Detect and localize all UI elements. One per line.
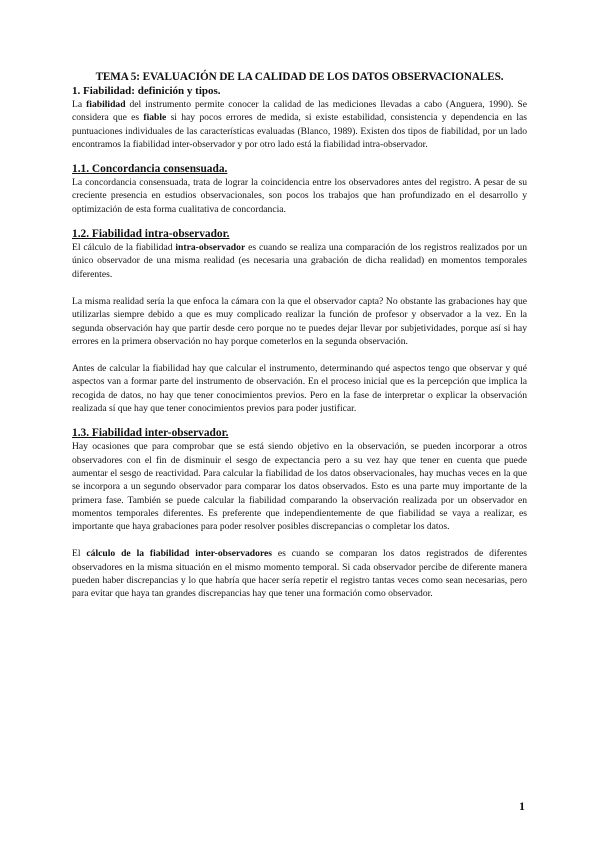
- section-1-2-heading: 1.2. Fiabilidad intra-observador.: [72, 228, 230, 241]
- section-1-3-heading: 1.3. Fiabilidad inter-observador.: [72, 427, 229, 440]
- term-fiabilidad: fiabilidad: [86, 99, 126, 110]
- section-1-heading: 1. Fiabilidad: definición y tipos.: [72, 85, 221, 97]
- term-calculo-inter-observadores: cálculo de la fiabilidad inter-observadores: [86, 548, 273, 560]
- page-number: 1: [519, 799, 525, 813]
- section-1-2-paragraph-3: Antes de calcular la fiabilidad hay que calcular el instrumento, determinando qué aspectos tengo que observar y qué aspectos van a formar parte del instrumento de observación. En el proceso inicial que es la percepción que implica la recogida de datos, no hay que tener conocimientos previos. Pero en la fase de interpretar o explicar la observación realizada sí que hay que tener conocimientos previos para poder justificar.: [72, 363, 527, 415]
- section-1-2-paragraph-1: El cálculo de la fiabilidad intra-observador es cuando se realiza una comparación de los registros realizados por un único observador de una misma realidad (es necesaria una grabación de dicha realidad) en momentos temporales diferentes.: [72, 242, 527, 280]
- section-1-1-paragraph: La concordancia consensuada, trata de lograr la coincidencia entre los observadores antes del registro. A pesar de su creciente presencia en estudios observacionales, son pocos los trabajos que han profundizado en el desarrollo y optimización de esta forma cualitativa de concordancia.: [72, 177, 527, 215]
- section-1-3-paragraph-1: Hay ocasiones que para comprobar que se está siendo objetivo en la observación, se pueden incorporar a otros observadores con el fin de disminuir el sesgo de expectancia pero a su vez hay que tener en cuenta que puede aumentar el sesgo de reactividad. Para calcular la fiabilidad de los datos observacionales, hay muchas veces en la que se incorpora a un segundo observador para comparar los datos observados. Esto es una parte muy importante de la primera fase. También se puede calcular la fiabilidad comparando la observación realizada por un observador en momentos temporales diferentes. Es preferente que independientemente de que fiabilidad se vaya a realizar, es importante que haya grabaciones para poder resolver posibles discrepancias o completar los datos.: [72, 441, 527, 533]
- document-title: TEMA 5: EVALUACIÓN DE LA CALIDAD DE LOS DATOS OBSERVACIONALES.: [95, 71, 504, 83]
- term-fiable: fiable: [143, 112, 167, 124]
- term-intra-observador: intra-observador: [175, 242, 246, 254]
- section-1-2-paragraph-2: La misma realidad sería la que enfoca la cámara con la que el observador capta? No obstante las grabaciones hay que utilizarlas siempre debido a que es muy complicado realizar la función de profesor y observador a la vez. En la segunda observación hay que partir desde cero porque no te puedes dejar llevar por subjetividades, porque así si hay errores en la primera observación no hay porque cometerlos en la segunda observación.: [72, 295, 527, 347]
- section-1-1-heading: 1.1. Concordancia consensuada.: [72, 163, 228, 176]
- section-1-paragraph: La fiabilidad del instrumento permite conocer la calidad de las mediciones llevadas a cabo (Anguera, 1990). Se considera que es fiable si hay pocos errores de medida, si existe estabilidad, consistencia y dependencia en las puntuaciones individuales de las características evaluadas (Blanco, 1989). Existen dos tipos de fiabilidad, por un lado encontramos la fiabilidad inter-observador y por otro lado está la fiabilidad intra-observador.: [72, 99, 527, 150]
- document-page: [72, 70, 527, 601]
- section-1-3-paragraph-2: El cálculo de la fiabilidad inter-observadores es cuando se comparan los datos registrados de diferentes observadores en la misma situación en el mismo momento temporal. Si cada observador percibe de diferente manera pueden haber discrepancias y lo que habría que hacer sería repetir el registro tantas veces como sean necesarias, pero para evitar que haya tan grandes discrepancias hay que tener una formación como observador.: [72, 548, 527, 600]
